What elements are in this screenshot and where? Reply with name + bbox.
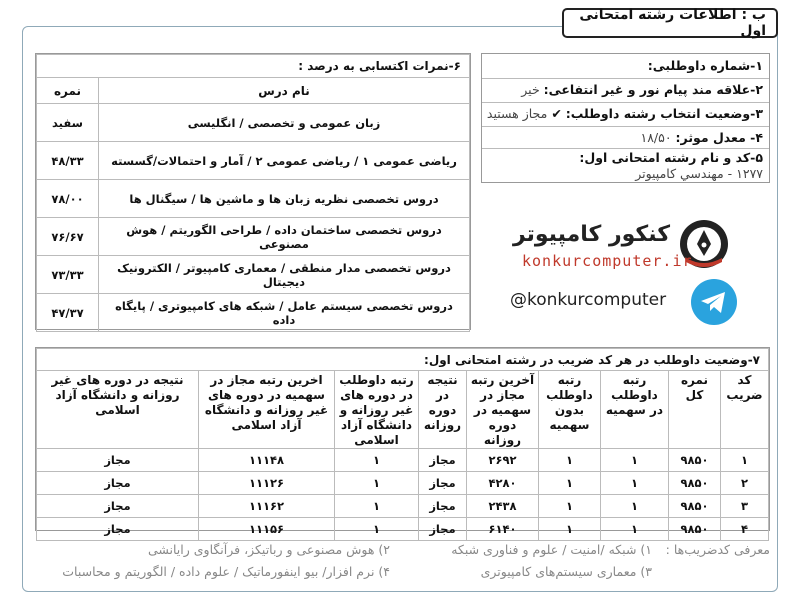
course-name: دروس تخصصی ساختمان داده / طراحی الگوریتم / هوش مصنوعی [99, 218, 470, 256]
gpa-label: ۴- معدل موثر: [675, 130, 763, 145]
legend-item-3: ۳) معماری سیستم‌های کامپیوتری [480, 564, 652, 579]
status-cell: مجاز [37, 472, 199, 495]
status-cell: مجاز [37, 495, 199, 518]
status-cell: مجاز [419, 518, 467, 541]
table-row [37, 495, 769, 518]
course-grade: ۷۶/۶۷ [37, 218, 99, 256]
status-cell: ۱ [539, 495, 601, 518]
status-cell: ۶۱۴۰ [467, 518, 539, 541]
course-grade: ۷۳/۳۳ [37, 256, 99, 294]
check-icon: ✔ [551, 106, 562, 121]
status-cell: مجاز [419, 449, 467, 472]
major-label: ۵-کد و نام رشته امتحانی اول: [579, 150, 763, 165]
konkur-logo [512, 214, 730, 274]
status-cell: ۱ [539, 449, 601, 472]
table-row [37, 472, 769, 495]
status-cell: ۹۸۵۰ [669, 472, 721, 495]
major-value: ۱۲۷۷ - مهندسي كامپيوتر [635, 166, 763, 181]
table-row [37, 104, 470, 142]
status-header: رتبه داوطلب در دوره های غیر روزانه و دانشگاه آزاد اسلامی [335, 371, 419, 449]
course-name: زبان عمومی و تخصصی / انگلیسی [99, 104, 470, 142]
status-cell: ۱ [335, 518, 419, 541]
status-cell: ۴ [721, 518, 769, 541]
coefficient-legend [35, 538, 770, 588]
legend-intro: معرفی کدضریب‌ها : [665, 542, 770, 557]
status-cell: ۱ [601, 472, 669, 495]
legend-item-2: ۲) هوش مصنوعی و رباتیکز، فرآنگاوی رایانشی [147, 542, 390, 557]
status-cell: ۴۲۸۰ [467, 472, 539, 495]
status-cell: ۱۱۱۵۶ [199, 518, 335, 541]
status-cell: ۱۱۱۴۸ [199, 449, 335, 472]
payam-noor-value: خیر [521, 82, 540, 97]
status-header: نتیجه در دوره روزانه [419, 371, 467, 449]
status-cell: ۱ [335, 449, 419, 472]
info-row-gpa [486, 130, 763, 145]
course-grade: ۷۸/۰۰ [37, 180, 99, 218]
table-row [37, 294, 470, 332]
status-header: نتیجه در دوره های غیر روزانه و دانشگاه آزاد اسلامی [37, 371, 199, 449]
course-name: ریاضی عمومی ۱ / ریاضی عمومی ۲ / آمار و احتمالات/گسسته [99, 142, 470, 180]
grades-title: ۶-نمرات اکتسابی به درصد : [37, 55, 470, 78]
status-cell: ۹۸۵۰ [669, 449, 721, 472]
logo-url: konkurcomputer.ir [522, 252, 693, 270]
status-header: اخرین رتبه مجاز در سهمیه در دوره های غیر روزانه و دانشگاه آزاد اسلامی [199, 371, 335, 449]
course-name: دروس تخصصی مدار منطقی / معماری کامپیوتر / الکترونیک دیجیتال [99, 256, 470, 294]
course-grade: سفید [37, 104, 99, 142]
status-title: ۷-وضعیت داوطلب در هر کد ضریب در رشته امتحانی اول: [37, 349, 769, 371]
status-header: نمره کل [669, 371, 721, 449]
status-header: رتبه داوطلب بدون سهمیه [539, 371, 601, 449]
status-cell: ۱ [335, 495, 419, 518]
selection-status-label: ۳-وضعیت انتخاب رشته داوطلب: [565, 106, 763, 121]
grades-header-course: نام درس [99, 78, 470, 104]
table-row [37, 180, 470, 218]
table-row [37, 449, 769, 472]
course-name: دروس تخصصی نظریه زبان ها و ماشین ها / سیگنال ها [99, 180, 470, 218]
course-grade: ۴۷/۳۷ [37, 294, 99, 332]
status-cell: ۱۱۱۲۶ [199, 472, 335, 495]
payam-noor-label: ۲-علاقه مند پیام نور و غیر انتفاعی: [543, 82, 763, 97]
course-grade: ۴۸/۳۳ [37, 142, 99, 180]
legend-item-1: ۱) شبکه /امنیت / علوم و فناوری شبکه [451, 542, 652, 557]
info-row-payam-noor [486, 82, 763, 97]
selection-status-value: مجاز هستید [486, 106, 548, 121]
status-cell: ۱ [335, 472, 419, 495]
status-header: رتبه داوطلب در سهمیه [601, 371, 669, 449]
logo-text: کنکور کامپیوتر [512, 222, 670, 247]
status-header: آخرین رتبه مجاز در سهمیه در دوره روزانه [467, 371, 539, 449]
status-cell: ۲۶۹۲ [467, 449, 539, 472]
section-title [562, 8, 778, 38]
status-cell: ۱ [601, 495, 669, 518]
status-cell: مجاز [37, 449, 199, 472]
status-cell: ۹۸۵۰ [669, 495, 721, 518]
candidate-number-label: ۱-شماره داوطلبی: [647, 58, 763, 73]
status-cell: ۱ [601, 518, 669, 541]
info-row-candidate-number [486, 58, 763, 73]
status-cell: مجاز [419, 495, 467, 518]
telegram-icon [690, 278, 738, 326]
gpa-value: ۱۸/۵۰ [640, 130, 672, 145]
status-cell: ۱ [539, 518, 601, 541]
status-cell: ۹۸۵۰ [669, 518, 721, 541]
status-cell: ۳ [721, 495, 769, 518]
candidate-info-box [481, 53, 770, 183]
status-cell: ۱ [721, 449, 769, 472]
status-cell: ۱ [539, 472, 601, 495]
telegram-handle: @konkurcomputer [510, 290, 667, 310]
status-cell: مجاز [419, 472, 467, 495]
coefficient-status-box [35, 347, 770, 536]
status-cell: ۱ [601, 449, 669, 472]
info-row-selection-status [486, 106, 763, 121]
course-name: دروس تخصصی سیستم عامل / شبکه های کامپیوتری / پایگاه داده [99, 294, 470, 332]
grades-header-grade: نمره [37, 78, 99, 104]
telegram-handle-block [510, 278, 738, 330]
legend-item-4: ۴) نرم افزار/ بیو اینفورماتیک / علوم داده / الگوریتم و محاسبات [62, 564, 390, 579]
status-cell: ۱۱۱۶۲ [199, 495, 335, 518]
table-row [37, 218, 470, 256]
info-row-major-value [486, 166, 763, 181]
section-title-text: ب : اطلاعات رشته امتحانی اول [579, 7, 766, 39]
coefficient-status-table [36, 348, 769, 541]
status-header: کد ضریب [721, 371, 769, 449]
status-cell: ۲۴۳۸ [467, 495, 539, 518]
table-row [37, 142, 470, 180]
status-cell: مجاز [37, 518, 199, 541]
grades-table [36, 54, 470, 332]
info-row-major [486, 150, 763, 165]
status-cell: ۲ [721, 472, 769, 495]
grades-table-box [35, 53, 471, 330]
table-row [37, 256, 470, 294]
